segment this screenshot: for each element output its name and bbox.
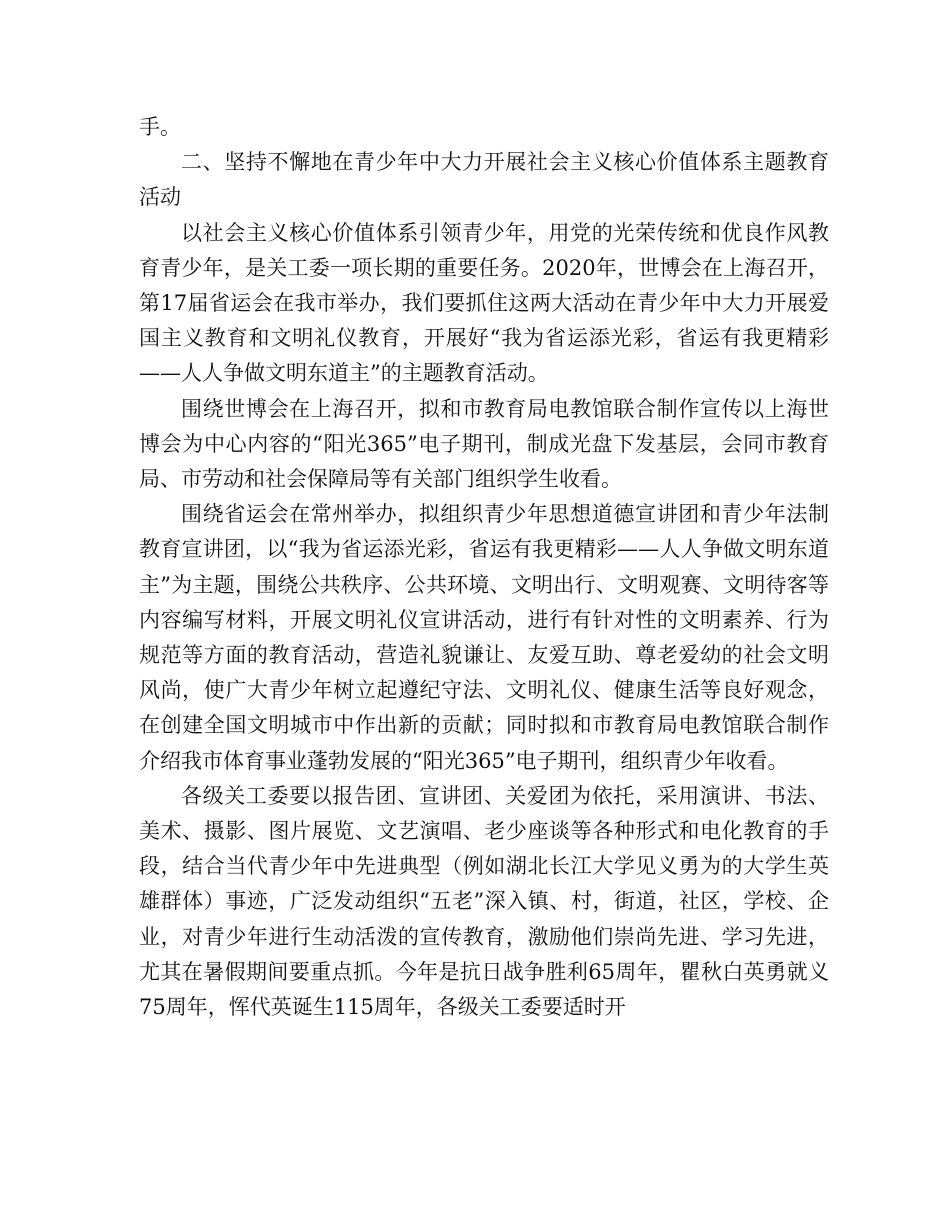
- paragraph: 以社会主义核心价值体系引领青少年，用党的光荣传统和优良作风教育青少年，是关工委一项长期的重要任务。2020年，世博会在上海召开，第17届省运会在我市举办，我们要抓住这两大活动在青少年中大力开展爱国主义教育和文明礼仪教育，开展好“我为省运添光彩，省运有我更精彩——人人争做文明东道主”的主题教育活动。: [139, 220, 829, 386]
- paragraph: 围绕省运会在常州举办，拟组织青少年思想道德宣讲团和青少年法制教育宣讲团，以“我为省运添光彩，省运有我更精彩——人人争做文明东道主”为主题，围绕公共秩序、公共环境、文明出行、文明观赛、文明待客等内容编写材料，开展文明礼仪宣讲活动，进行有针对性的文明素养、行为规范等方面的教育活动，营造礼貌谦让、友爱互助、尊老爱幼的社会文明风尚，使广大青少年树立起遵纪守法、文明礼仪、健康生活等良好观念，在创建全国文明城市中作出新的贡献；同时拟和市教育局电教馆联合制作介绍我市体育事业蓬勃发展的“阳光365”电子期刊，组织青少年收看。: [139, 502, 829, 773]
- paragraph-continuation: 手。: [139, 115, 181, 139]
- section-heading: 二、坚持不懈地在青少年中大力开展社会主义核心价值体系主题教育活动: [139, 150, 829, 210]
- paragraph: 围绕世博会在上海召开，拟和市教育局电教馆联合制作宣传以上海世博会为中心内容的“阳光365”电子期刊，制成光盘下发基层，会同市教育局、市劳动和社会保障局等有关部门组织学生收看。: [139, 396, 829, 492]
- document-body: [139, 110, 829, 1025]
- paragraph: 各级关工委要以报告团、宣讲团、关爱团为依托，采用演讲、书法、美术、摄影、图片展览、文艺演唱、老少座谈等各种形式和电化教育的手段，结合当代青少年中先进典型（例如湖北长江大学见义勇为的大学生英雄群体）事迹，广泛发动组织“五老”深入镇、村，街道，社区，学校、企业，对青少年进行生动活泼的宣传教育，激励他们崇尚先进、学习先进，尤其在暑假期间要重点抓。今年是抗日战争胜利65周年，瞿秋白英勇就义75周年，恽代英诞生115周年，各级关工委要适时开: [139, 783, 829, 1020]
